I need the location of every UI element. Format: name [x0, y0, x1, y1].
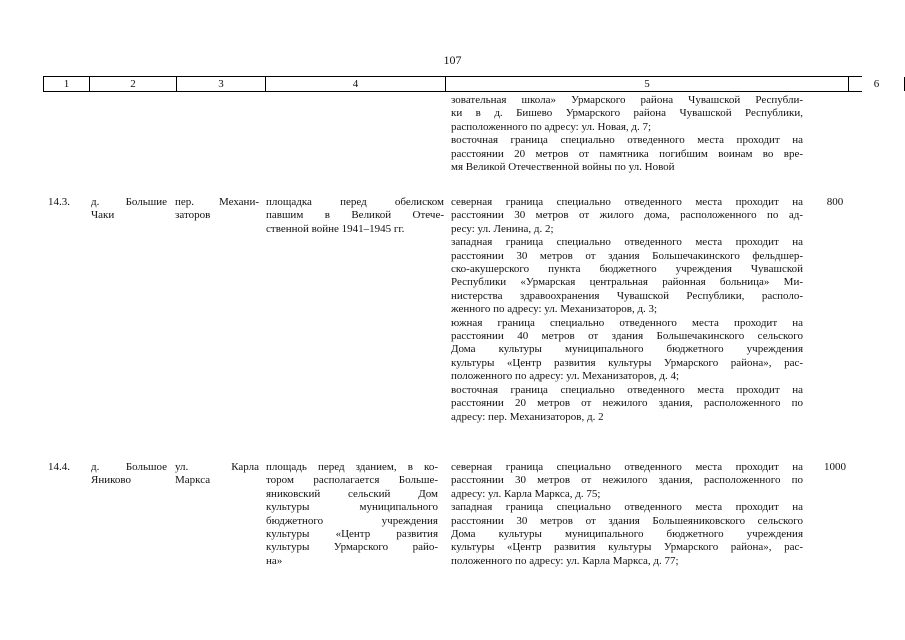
text-line: адресу: пер. Механизаторов, д. 2 — [451, 410, 604, 423]
text-line: расстоянии 30 метров от нежилого здания, расположенного по — [451, 474, 803, 487]
column-header-3: 3 — [176, 77, 265, 91]
text-line: Республики «Урмарская центральная районная больница» Ми- — [451, 276, 803, 289]
page-number: 107 — [443, 53, 462, 67]
text-line: площадь перед зданием, в ко- — [266, 461, 438, 473]
text-line: женного по адресу: ул. Механизаторов, д. 3; — [451, 303, 658, 316]
text-line: положенного по адресу: ул. Механизаторов, д. 4; — [451, 370, 680, 383]
place-cell — [266, 461, 438, 568]
text-line: восточная граница специально отведенного места проходит на — [451, 134, 803, 147]
text-line: южная граница специально отведенного места проходит на — [451, 316, 803, 329]
text-line: ресу: ул. Ленина, д. 2; — [451, 222, 554, 235]
text-line: д. Большие — [91, 196, 167, 208]
text-line: ственной войне 1941–1945 гг. — [266, 222, 405, 235]
text-line: Дома культуры муниципального бюджетного учреждения — [451, 343, 803, 356]
text-line: расстоянии 40 метров от здания Большечакинского сельского — [451, 330, 803, 343]
table-header — [43, 76, 880, 92]
street-cell — [175, 196, 259, 223]
text-line: северная граница специально отведенного места проходит на — [451, 461, 803, 473]
text-line: расстоянии 30 метров от здания Большеяниковского сельского — [451, 514, 803, 527]
text-line: Чаки — [91, 209, 115, 222]
text-line: западная граница специально отведенного места проходит на — [451, 501, 803, 514]
text-line: культуры «Центр развития культуры Урмарского района», рас- — [451, 356, 803, 369]
text-line: на» — [266, 554, 283, 567]
place-cell — [266, 196, 444, 236]
area-cell: 1000 — [824, 461, 846, 473]
text-line: восточная граница специально отведенного места проходит на — [451, 383, 803, 396]
street-cell — [175, 461, 259, 488]
text-line: заторов — [175, 209, 211, 222]
text-line: расстоянии 30 метров от жилого дома, расположенного по ад- — [451, 209, 803, 222]
continuation-boundaries — [451, 94, 803, 174]
text-line: расположенного по адресу: ул. Новая, д. 7; — [451, 120, 652, 133]
text-line: расстоянии 30 метров от здания Большечакинского фельдшер- — [451, 249, 803, 262]
text-line: Дома культуры муниципального бюджетного учреждения — [451, 528, 803, 541]
text-line: тором располагается Больше- — [266, 474, 438, 487]
text-line: ки в д. Бишево Урмарского района Чувашской Республики, — [451, 107, 803, 120]
text-line: ско-акушерского пункта бюджетного учреждения Чувашской — [451, 263, 803, 276]
text-line: д. Большое — [91, 461, 167, 473]
text-line: Яниково — [91, 474, 132, 487]
column-header-2: 2 — [89, 77, 176, 91]
text-line: положенного по адресу: ул. Карла Маркса, д. 77; — [451, 554, 679, 567]
column-header-5: 5 — [445, 77, 848, 91]
text-line: расстоянии 20 метров от памятника погибшим воинам во вре- — [451, 147, 803, 160]
text-line: яниковский сельский Дом — [266, 487, 438, 500]
row-number-14-4: 14.4. — [48, 461, 70, 473]
column-header-6: 6 — [848, 77, 905, 91]
text-line: пер. Механи- — [175, 196, 259, 208]
locality-cell — [91, 196, 167, 223]
boundaries-cell — [451, 196, 803, 424]
text-line: ул. Карла — [175, 461, 259, 473]
locality-cell — [91, 461, 167, 488]
text-line: мя Великой Отечественной войны по ул. Новой — [451, 161, 675, 174]
text-line: культуры «Центр развития — [266, 528, 438, 541]
text-line: площадка перед обелиском — [266, 196, 444, 208]
text-line: нистерства здравоохранения Чувашской Республики, располо- — [451, 289, 803, 302]
text-line: Маркса — [175, 474, 211, 487]
text-line: культуры Урмарского райо- — [266, 541, 438, 554]
text-line: павшим в Великой Отече- — [266, 209, 444, 222]
text-line: зовательная школа» Урмарского района Чувашской Республи- — [451, 94, 803, 106]
row-number-14-3: 14.3. — [48, 196, 70, 208]
text-line: культуры муниципального — [266, 501, 438, 514]
text-line: расстоянии 20 метров от нежилого здания, расположенного по — [451, 397, 803, 410]
area-cell: 800 — [826, 196, 844, 208]
column-header-4: 4 — [265, 77, 445, 91]
text-line: бюджетного учреждения — [266, 514, 438, 527]
boundaries-cell — [451, 461, 803, 568]
column-header-1: 1 — [43, 77, 89, 91]
text-line: западная граница специально отведенного места проходит на — [451, 236, 803, 249]
text-line: адресу: ул. Карла Маркса, д. 75; — [451, 487, 601, 500]
text-line: культуры «Центр развития культуры Урмарского района», рас- — [451, 541, 803, 554]
text-line: северная граница специально отведенного места проходит на — [451, 196, 803, 208]
